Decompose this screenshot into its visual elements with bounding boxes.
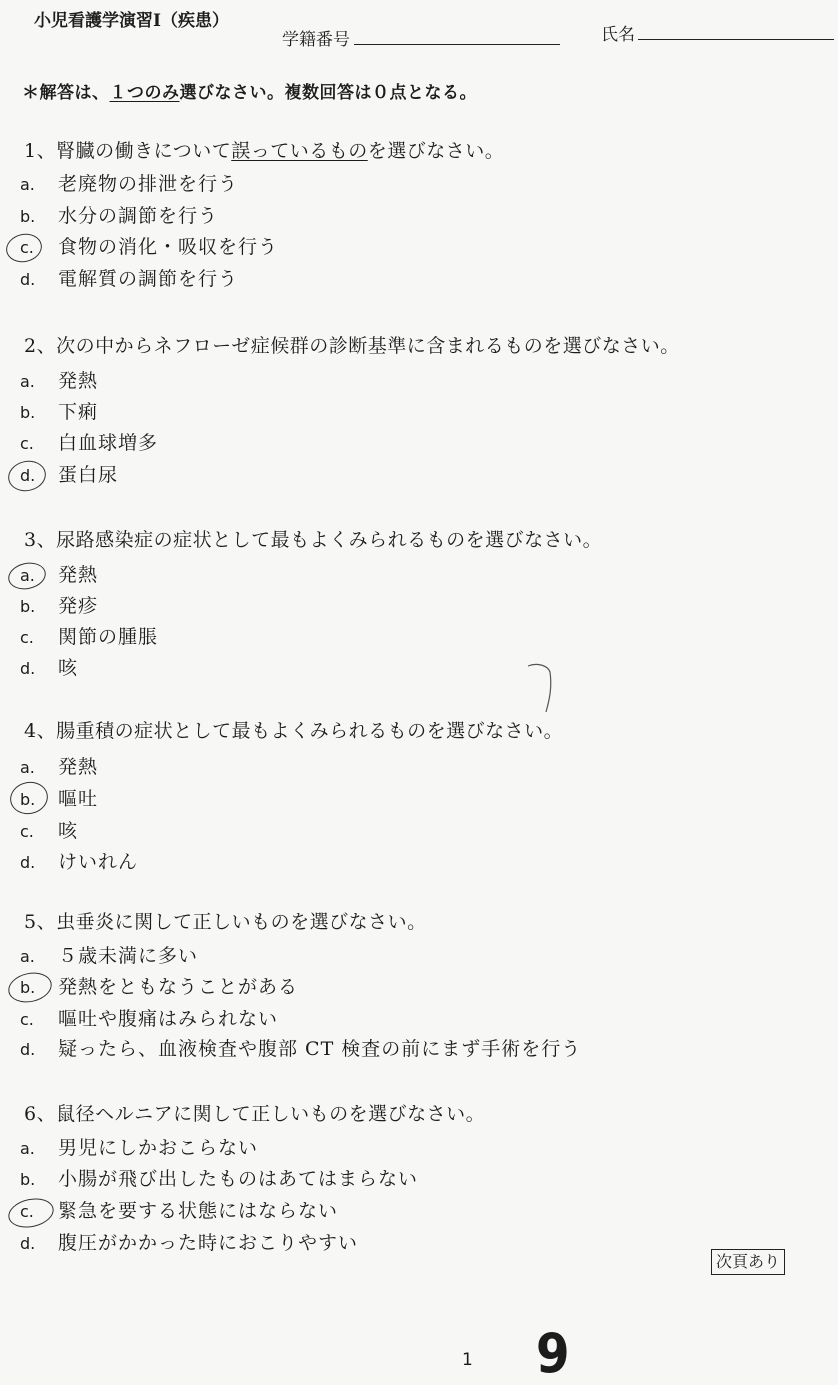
question-6 <box>24 1099 485 1126</box>
choice-5a[interactable] <box>20 941 198 968</box>
choice-6c[interactable] <box>20 1196 338 1223</box>
choice-text: 老廃物の排泄を行う <box>58 173 239 195</box>
choice-5c[interactable] <box>20 1004 278 1031</box>
choice-2a[interactable] <box>20 366 98 393</box>
question-text: を選びなさい。 <box>367 140 505 162</box>
choice-text: 蛋白尿 <box>58 464 119 486</box>
exam-title: 小児看護学演習Ⅰ（疾患） <box>34 11 229 31</box>
choice-text: ５歳未満に多い <box>58 945 199 967</box>
student-id-line <box>354 44 560 45</box>
choice-3b[interactable] <box>20 591 98 618</box>
question-number: 4、 <box>24 720 57 742</box>
question-text-underlined: 誤っているもの <box>231 140 368 162</box>
instruction-suffix: 選びなさい。複数回答は０点となる。 <box>179 83 477 103</box>
choice-text: 電解質の調節を行う <box>58 268 239 290</box>
choice-letter: d. <box>20 270 36 289</box>
choice-1a[interactable] <box>20 169 238 196</box>
choice-3d[interactable] <box>20 653 78 680</box>
question-number: 6、 <box>24 1103 57 1125</box>
choice-1b[interactable] <box>20 201 218 228</box>
page-number: 1 <box>462 1350 473 1370</box>
choice-text: 発熱 <box>58 564 99 586</box>
choice-text: 小腸が飛び出したものはあてはまらない <box>58 1168 419 1190</box>
choice-letter: a. <box>20 1139 35 1158</box>
choice-text: 発熱 <box>58 756 99 778</box>
choice-letter: c. <box>20 434 34 453</box>
question-number: 5、 <box>24 911 57 933</box>
choice-letter: b. <box>20 790 36 809</box>
choice-6a[interactable] <box>20 1133 258 1160</box>
choice-2c[interactable] <box>20 428 158 455</box>
choice-4c[interactable] <box>20 816 78 843</box>
question-text: 腸重積の症状として最もよくみられるものを選びなさい。 <box>56 720 564 742</box>
choice-letter: d. <box>20 659 36 678</box>
choice-letter: b. <box>20 978 36 997</box>
name-label: 氏名 <box>601 25 635 45</box>
choice-text: 嘔吐 <box>58 788 99 810</box>
question-3 <box>24 525 602 552</box>
choice-text: 疑ったら、血液検査や腹部 CT 検査の前にまず手術を行う <box>58 1038 582 1060</box>
choice-text: 発熱 <box>58 370 99 392</box>
choice-letter: a. <box>20 947 35 966</box>
name-line <box>638 39 834 40</box>
choice-letter: a. <box>20 372 35 391</box>
choice-letter: c. <box>20 1202 34 1221</box>
choice-letter: b. <box>20 1170 36 1189</box>
choice-text: 男児にしかおこらない <box>58 1137 259 1159</box>
choice-letter: b. <box>20 207 36 226</box>
choice-5d[interactable] <box>20 1034 581 1061</box>
choice-letter: d. <box>20 1234 36 1253</box>
choice-2b[interactable] <box>20 397 98 424</box>
instruction <box>22 78 477 103</box>
choice-letter: b. <box>20 597 36 616</box>
choice-text: 嘔吐や腹痛はみられない <box>58 1008 279 1030</box>
choice-letter: c. <box>20 1010 34 1029</box>
student-id-label: 学籍番号 <box>282 30 350 50</box>
choice-text: 咳 <box>58 820 79 842</box>
instruction-underlined: １つのみ <box>109 83 180 103</box>
choice-text: 食物の消化・吸収を行う <box>58 236 279 258</box>
choice-5b[interactable] <box>20 972 298 999</box>
choice-1d[interactable] <box>20 264 238 291</box>
handwritten-score: 9 <box>535 1322 570 1385</box>
question-text: 鼠径ヘルニアに関して正しいものを選びなさい。 <box>56 1103 486 1125</box>
choice-letter: c. <box>20 822 34 841</box>
choice-text: けいれん <box>58 851 139 873</box>
choice-1c[interactable] <box>20 232 278 259</box>
question-number: 3、 <box>24 529 57 551</box>
question-number: 2、 <box>24 335 57 357</box>
choice-letter: b. <box>20 403 36 422</box>
choice-letter: d. <box>20 466 36 485</box>
choice-3c[interactable] <box>20 622 158 649</box>
question-text: 腎臓の働きについて <box>56 140 232 162</box>
choice-text: 下痢 <box>58 401 99 423</box>
choice-letter: a. <box>20 566 35 585</box>
choice-6d[interactable] <box>20 1228 358 1255</box>
choice-letter: c. <box>20 628 34 647</box>
question-text: 次の中からネフローゼ症候群の診断基準に含まれるものを選びなさい。 <box>56 335 680 357</box>
choice-letter: d. <box>20 853 36 872</box>
choice-text: 発疹 <box>58 595 99 617</box>
instruction-prefix: ＊解答は、 <box>22 83 110 103</box>
question-number: 1、 <box>24 140 57 162</box>
question-5 <box>24 907 427 934</box>
choice-text: 緊急を要する状態にはならない <box>58 1200 339 1222</box>
choice-4d[interactable] <box>20 847 138 874</box>
pencil-stroke-mark <box>520 660 560 720</box>
choice-text: 咳 <box>58 657 79 679</box>
question-4 <box>24 716 563 743</box>
choice-letter: c. <box>20 238 34 257</box>
question-2 <box>24 331 680 358</box>
next-page-notice: 次頁あり <box>711 1249 785 1275</box>
choice-letter: a. <box>20 758 35 777</box>
question-1 <box>24 136 504 163</box>
choice-letter: a. <box>20 175 35 194</box>
choice-text: 水分の調節を行う <box>58 205 219 227</box>
choice-6b[interactable] <box>20 1164 418 1191</box>
choice-letter: d. <box>20 1040 36 1059</box>
choice-text: 発熱をともなうことがある <box>58 976 299 998</box>
choice-text: 関節の腫脹 <box>58 626 159 648</box>
question-text: 虫垂炎に関して正しいものを選びなさい。 <box>56 911 427 933</box>
question-text: 尿路感染症の症状として最もよくみられるものを選びなさい。 <box>56 529 603 551</box>
choice-text: 白血球増多 <box>58 432 159 454</box>
choice-4a[interactable] <box>20 752 98 779</box>
choice-text: 腹圧がかかった時におこりやすい <box>58 1232 359 1254</box>
